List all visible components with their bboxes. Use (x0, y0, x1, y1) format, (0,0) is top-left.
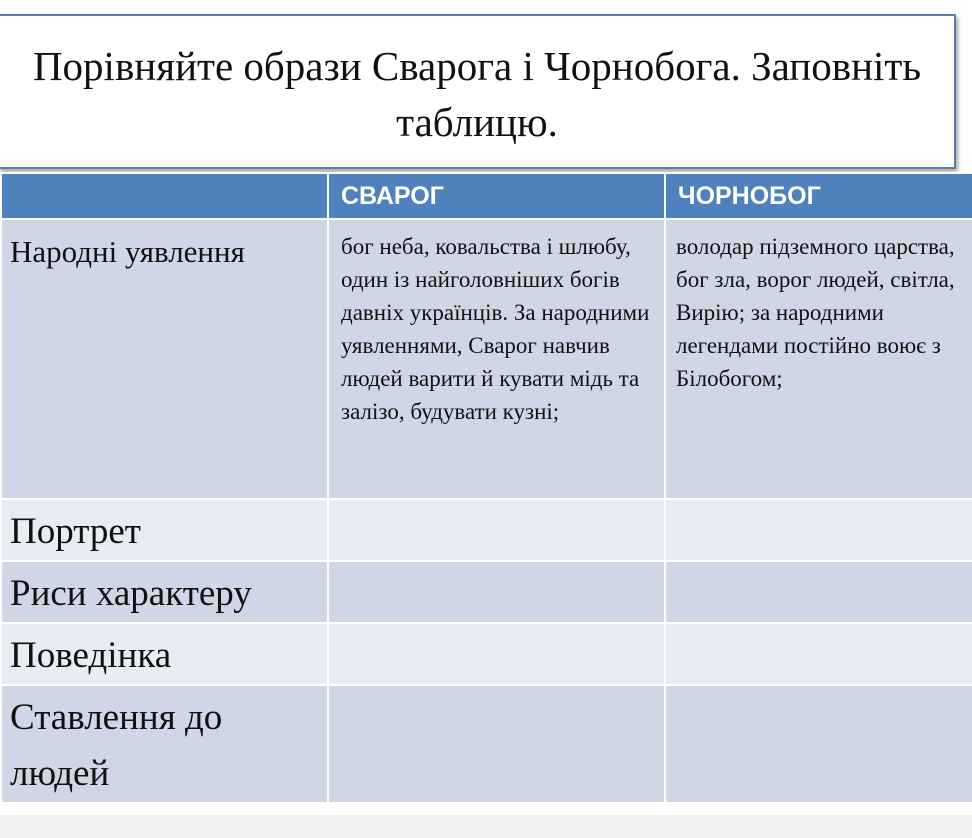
table-row (1, 623, 972, 685)
svarog-cell[interactable] (328, 499, 665, 561)
chornobog-cell[interactable] (665, 499, 972, 561)
chornobog-cell[interactable] (665, 561, 972, 623)
svarog-cell[interactable] (328, 623, 665, 685)
svarog-cell: бог неба, ковальства і шлюбу, один із найголовніших богів давніх українців. За народними уявленнями, Сварог навчив людей варити й кувати мідь та залізо, будувати кузні; (328, 219, 665, 499)
row-label: Ставлення до людей (1, 685, 328, 803)
chornobog-cell: володар підземного царства, бог зла, ворог людей, світла, Вирію; за народними легендами постійно воює з Білобогом; (665, 219, 972, 499)
row-label: Портрет (1, 499, 328, 561)
row-label: Поведінка (1, 623, 328, 685)
header-cell-chornobog: ЧОРНОБОГ (665, 173, 972, 219)
page-title: Порівняйте образи Сварога і Чорнобога. Заповніть таблицю. (32, 42, 922, 145)
title-box (0, 14, 956, 169)
table-row (1, 219, 972, 499)
header-cell-empty (1, 173, 328, 219)
row-label: Риси характеру (1, 561, 328, 623)
table-row (1, 561, 972, 623)
bottom-divider (0, 815, 972, 838)
row-label: Народні уявлення (1, 219, 328, 499)
comparison-table (0, 172, 972, 804)
svarog-cell[interactable] (328, 685, 665, 803)
chornobog-cell[interactable] (665, 685, 972, 803)
svarog-cell[interactable] (328, 561, 665, 623)
header-cell-svarog: СВАРОГ (328, 173, 665, 219)
table-row (1, 685, 972, 803)
table-row (1, 499, 972, 561)
chornobog-cell[interactable] (665, 623, 972, 685)
table-header-row (1, 173, 972, 219)
